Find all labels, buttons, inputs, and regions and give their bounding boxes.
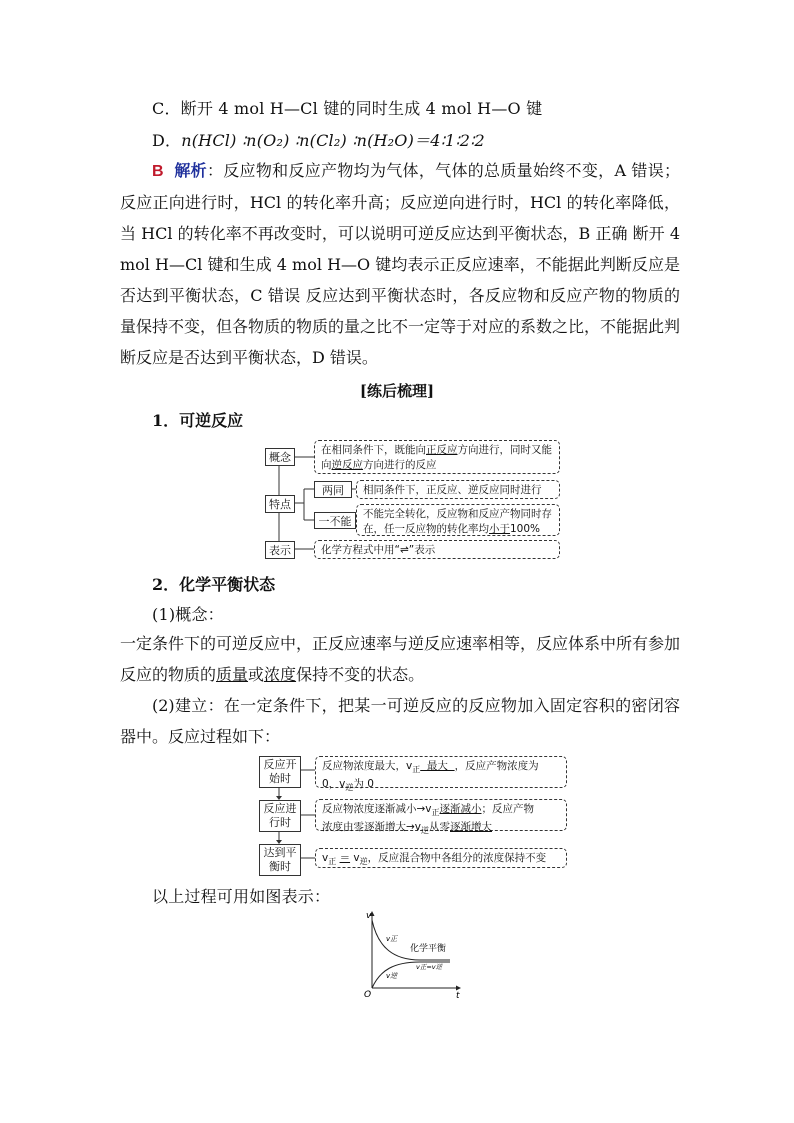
option-d xyxy=(152,130,485,152)
def-text-2: 或 xyxy=(248,665,265,684)
rate-time-graph xyxy=(360,908,470,1000)
option-d-prefix: D． xyxy=(152,131,182,150)
step2-text-3: 浓度由零逐渐增大→v xyxy=(322,821,422,834)
step2-increase: 逐渐增大 xyxy=(450,821,493,834)
one-not-label: 一不能 xyxy=(314,512,356,529)
concept-text-3: 向 xyxy=(321,459,332,471)
equilibrium-label: 化学平衡 xyxy=(410,944,447,954)
step2-label: 反应进行时 xyxy=(259,800,301,832)
step1-box xyxy=(315,756,567,793)
step2-decrease: 逐渐减小 xyxy=(439,803,482,815)
graph-intro: 以上过程可用如图表示： xyxy=(152,887,331,906)
concept-forward: 正反应 xyxy=(426,444,458,456)
step3-text-2: v xyxy=(353,852,360,864)
step3-sub2: 逆 xyxy=(359,857,368,867)
item1-heading: 1．可逆反应 xyxy=(152,411,244,430)
analysis-tag: 解析 xyxy=(174,161,207,180)
step2-text-1: 反应物浓度逐渐减小→v xyxy=(322,803,432,815)
step3-box xyxy=(315,848,567,868)
step2-text-4: 从零 xyxy=(429,821,451,834)
def-text-1: 一定条件下的可逆反应中，正反应速率与逆反应速率相等，反应体系中所有参加反应的物质的 xyxy=(120,634,681,684)
section-title: [练后梳理] xyxy=(359,382,435,400)
definition-paragraph xyxy=(120,628,680,690)
concept-text-4: 方向进行的反应 xyxy=(363,459,437,471)
step3-equal: ＝ xyxy=(339,852,351,864)
express-label: 表示 xyxy=(265,541,295,559)
two-same-label: 两同 xyxy=(314,481,352,498)
step1-label: 反应开始时 xyxy=(259,756,301,788)
def-mass: 质量 xyxy=(216,665,249,684)
def-concentration: 浓度 xyxy=(264,665,297,684)
step2-text-2: ；反应产物 xyxy=(481,803,535,815)
option-c: C．断开 4 mol H—Cl 键的同时生成 4 mol H—O 键 xyxy=(152,99,543,118)
express-text: 化学方程式中用“ xyxy=(321,544,400,556)
item2-heading: 2．化学平衡状态 xyxy=(152,575,276,594)
step1-text-4: 为 0 xyxy=(353,778,374,791)
step1-sub2: 逆 xyxy=(345,783,354,793)
step3-text-3: ，反应混合物中各组分的浓度保持不变 xyxy=(367,852,547,864)
step1-text-3: 0，v xyxy=(322,778,346,791)
step3-sub1: 正 xyxy=(328,857,337,867)
establish-paragraph: (2)建立：在一定条件下，把某一可逆反应的反应物加入固定容积的密闭容器中。反应过程如下： xyxy=(120,696,680,746)
step3-label: 达到平衡时 xyxy=(259,844,301,876)
step2-sub2: 逆 xyxy=(421,826,430,836)
step1-text-1: 反应物浓度最大，v xyxy=(322,760,413,772)
concept-text-2: 方向进行，同时又能 xyxy=(457,444,552,456)
item2-sub1: (1)概念： xyxy=(152,605,224,624)
express-box xyxy=(314,540,560,559)
step2-box xyxy=(315,799,567,836)
one-not-text-3: 100% xyxy=(510,523,541,535)
concept-label: 概念 xyxy=(265,448,295,466)
process-diagram xyxy=(257,754,569,878)
step1-sub1: 正 xyxy=(412,765,421,775)
answer-letter: B xyxy=(152,163,164,180)
analysis-text: ：反应物和反应产物均为气体，气体的总质量始终不变，A 错误；反应正向进行时，HCl 的转化率升高；反应逆向进行时，HCl 的转化率降低，当 HCl 的转化率不再改变时，可以说明可逆反应达到平衡状态，B 正确 断开 4 mol H—Cl 键和生成 4 mol H—O 键均表示正反应速率，不能据此判断反应是否达到平衡状态，C 错误 反应达到平衡状态时，各反应物和反应产物的物质的量保持不变，但各物质的物质的量之比不一定等于对应的系数之比，不能据此判断反应是否达到平衡状态，D 错误。 xyxy=(120,161,681,367)
step1-text-2: ，反应产物浓度为 xyxy=(454,760,539,772)
answer-paragraph xyxy=(120,155,680,373)
origin-label: O xyxy=(364,990,372,1000)
one-not-box xyxy=(356,504,560,536)
reversible-reaction-diagram xyxy=(262,438,562,562)
step3-text-1: v xyxy=(322,852,329,864)
x-axis-label: t xyxy=(456,991,460,1000)
concept-box xyxy=(314,440,560,474)
reverse-rate-label: v逆 xyxy=(386,972,398,980)
def-text-3: 保持不变的状态。 xyxy=(296,665,425,684)
express-text-2: ”表示 xyxy=(408,544,436,556)
one-not-text-2: 在，任一反应物的转化率均 xyxy=(363,523,489,535)
concept-text-1: 在相同条件下，既能向 xyxy=(321,444,426,456)
step1-max: 最大 xyxy=(420,760,455,772)
x-axis-arrow-icon xyxy=(456,986,461,991)
equilibrium-arrow-icon: ⇌ xyxy=(399,544,409,556)
y-axis-label: v xyxy=(366,911,372,921)
forward-rate-curve xyxy=(372,920,450,960)
feature-label: 特点 xyxy=(265,495,295,513)
option-d-text: n(HCl) ∶n(O₂) ∶n(Cl₂) ∶n(H₂O)＝4∶1∶2∶2 xyxy=(181,131,485,150)
step2-sub1: 正 xyxy=(431,808,440,818)
one-not-text-1: 不能完全转化，反应物和反应产物同时存 xyxy=(363,508,552,520)
concept-reverse: 逆反应 xyxy=(331,459,363,471)
equal-rate-label: v正=v逆 xyxy=(416,963,443,971)
one-not-less-than: 小于 xyxy=(489,523,510,535)
forward-rate-label: v正 xyxy=(386,935,398,943)
two-same-box: 相同条件下，正反应、逆反应同时进行 xyxy=(356,480,560,499)
